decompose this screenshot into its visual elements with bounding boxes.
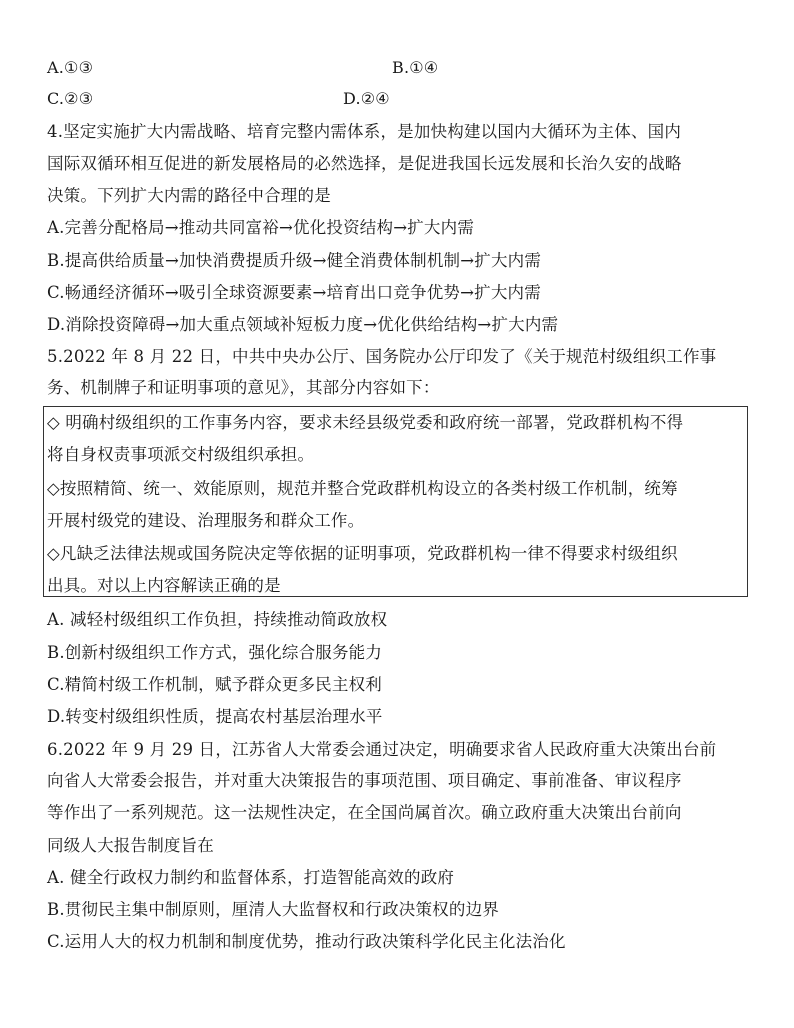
q5-option-d: D.转变村级组织性质，提高农村基层治理水平 (47, 707, 383, 726)
q3-option-a: A.①③ (47, 58, 94, 77)
q5-box-line-2: 将自身权责事项派交村级组织承担。 (47, 445, 315, 464)
q4-stem-line-1: 4.坚定实施扩大内需战略、培育完整内需体系，是加快构建以国内大循环为主体、国内 (47, 122, 682, 141)
q5-box-line-6: 出具。对以上内容解读正确的是 (47, 576, 281, 595)
q6-stem-line-3: 等作出了一系列规范。这一法规性决定，在全国尚属首次。确立政府重大决策出台前向 (47, 803, 682, 822)
q3-option-c: C.②③ (47, 89, 94, 108)
q4-option-d: D.消除投资障碍→加大重点领域补短板力度→优化供给结构→扩大内需 (47, 315, 559, 334)
q4-option-c: C.畅通经济循环→吸引全球资源要素→培育出口竞争优势→扩大内需 (47, 283, 541, 302)
q5-option-a: A. 减轻村级组织工作负担，持续推动简政放权 (47, 610, 388, 629)
q6-option-c: C.运用人大的权力机制和制度优势，推动行政决策科学化民主化法治化 (47, 932, 566, 951)
q3-option-d: D.②④ (343, 89, 390, 108)
q5-option-c: C.精简村级工作机制，赋予群众更多民主权利 (47, 675, 382, 694)
q5-material-box (43, 406, 748, 597)
q4-option-a: A.完善分配格局→推动共同富裕→优化投资结构→扩大内需 (47, 218, 475, 237)
q5-box-line-4: 开展村级党的建设、治理服务和群众工作。 (47, 511, 365, 530)
q6-option-b: B.贯彻民主集中制原则，厘清人大监督权和行政决策权的边界 (47, 900, 499, 919)
q6-option-a: A. 健全行政权力制约和监督体系，打造智能高效的政府 (47, 868, 455, 887)
q4-stem-line-2: 国际双循环相互促进的新发展格局的必然选择，是促进我国长远发展和长治久安的战略 (47, 154, 682, 173)
q4-stem-line-3: 决策。下列扩大内需的路径中合理的是 (47, 186, 331, 205)
q5-option-b: B.创新村级组织工作方式，强化综合服务能力 (47, 643, 383, 662)
q5-stem-line-2: 务、机制牌子和证明事项的意见》，其部分内容如下： (47, 378, 440, 397)
q4-option-b: B.提高供给质量→加快消费提质升级→健全消费体制机制→扩大内需 (47, 251, 542, 270)
q6-stem-line-2: 向省人大常委会报告，并对重大决策报告的事项范围、项目确定、事前准备、审议程序 (47, 771, 682, 790)
q5-box-line-3: ◇按照精简、统一、效能原则，规范并整合党政群机构设立的各类村级工作机制，统筹 (47, 479, 678, 498)
q5-box-line-1: ◇ 明确村级组织的工作事务内容，要求未经县级党委和政府统一部署，党政群机构不得 (47, 413, 684, 432)
q6-stem-line-1: 6.2022 年 9 月 29 日，江苏省人大常委会通过决定，明确要求省人民政府重大决策出台前 (47, 740, 717, 759)
q6-stem-line-4: 同级人大报告制度旨在 (47, 836, 214, 855)
q5-box-line-5: ◇凡缺乏法律法规或国务院决定等依据的证明事项，党政群机构一律不得要求村级组织 (47, 544, 678, 563)
q5-stem-line-1: 5.2022 年 8 月 22 日，中共中央办公厅、国务院办公厅印发了《关于规范村级组织工作事 (47, 347, 717, 366)
q3-option-b: B.①④ (392, 58, 439, 77)
